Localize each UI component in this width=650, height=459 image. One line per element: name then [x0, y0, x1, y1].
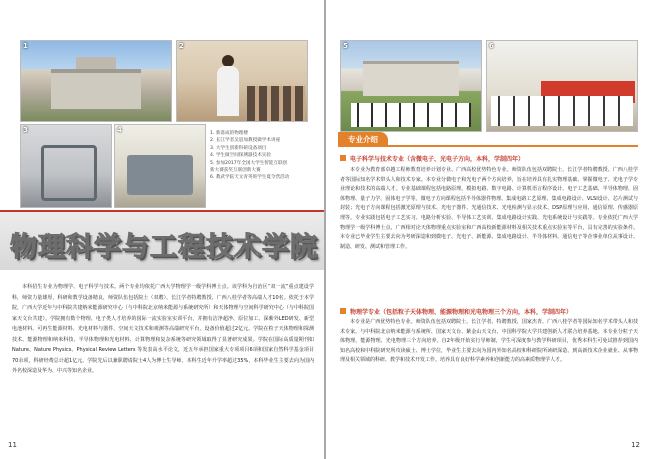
- caption-line: 新大赛获奖互联创新大赛: [210, 168, 261, 174]
- photo-1: [20, 40, 172, 122]
- major-text-physics: 本专业是广西优势特色专业。师资队伍包括双聘院士、长江学者、特聘教授、国家杰青、广西八桂学者等国际知名学术带头人和技术专家。与中科院北京纳米能源与系统所、国家天文台、紫金山天文台、中国科学院大学共建创新人才联合培养基地。本专业分粒子天体物理、能源物理、光电物理三个方向培养。自2年级开始实行导师制，学生可深度参与教学科研项目，优秀本科生可免试推荐到国内知名高校和中科院研究所攻读硕士、博士学位，毕业生主要去向为国内外知名高校和科研院所读研深造、到高新技术企业就业、从事物理及相关领域的科研、教学和技术开发工作。培养具有良好科学素养和创新能力的高素质物理学人才。: [340, 319, 638, 364]
- major-title-electronics: 电子科学与技术专业（含微电子、光电子方向，本科，学制四年）: [350, 156, 525, 163]
- caption-line: 5. 参加2017年全国大学生智能互联创: [210, 160, 288, 166]
- college-intro-text: 本科招生专业为物理学、电子科学与技术。两个专业均依托广西大学物理学一级学科博士点。该学科为自治区“双一流”重点建设学科，师资力量雄厚，科研和教学设备精良，师资队伍包括院士（双聘）、长江学者特聘教授、广西八桂学者等高端人才10名。依托于本学院，广西大学近年与中科院共建纳米能源研究中心（与中科院北京纳米能源与系统研究所）和天体物理与空间科学研究中心（与中科院国家天文台共建）。学院拥有数个物理、电子类人才培养的国际一流实验室实训平台，并拥有洁净超净、原位加工、深紫外LED研发、新型电池材料、可再生能源材料、光电材料与器件、空间天文技术和观测等高端研究平台，设备价值超过2亿元。学院在粒子天体物理和探测技术、能源物理和纳米科技、半导体物理和光电材料、计算物理和复杂系统等研究领域取得了显著研究成果。学院在国际高质量期刊如Nature、Nature Physics、Physical Review Letters 等发表高水平论文，近五年承担国家重大专项项目6项和国家自然科学基金项目70余项，科研经费总计超1亿元。学院先后以兼职聘请院士4人为博士生导师，本科生近年升学率超过35%，本科毕业生主要去向为国内外名校深造及华为、中兴等知名企业。: [12, 284, 314, 374]
- major-title-physics: 物理学专业（包括粒子天体物理、能源物理和光电物理三个方向，本科，学制四年）: [350, 309, 573, 316]
- caption-line: 1. 新落成的物理楼: [210, 131, 249, 136]
- photo-2: [176, 40, 308, 122]
- section-header: [326, 128, 650, 148]
- left-page: [0, 0, 324, 459]
- caption-line: 4. 学生做空间探测器技术实验: [210, 153, 271, 159]
- caption-line: 6. 教武学院天文青英班学生夏令营活动: [210, 175, 290, 181]
- photo-captions: [210, 130, 320, 182]
- photo-number: 4: [117, 126, 122, 134]
- photo-number: 3: [23, 126, 28, 134]
- section-rule: [338, 145, 638, 147]
- section-label: 专业介绍: [338, 132, 388, 147]
- college-title-bar: [0, 210, 324, 270]
- page-number-right: 12: [631, 441, 640, 449]
- right-page: [326, 0, 650, 459]
- photo-number: 5: [343, 42, 348, 50]
- photo-5: [340, 40, 482, 132]
- photo-4: [114, 124, 206, 208]
- photo-3: [20, 124, 112, 208]
- photo-6: [486, 40, 638, 132]
- major-text-electronics: 本专业为教育部卓越工程师教育培养计划专业、广西高校优势特色专业。师资队伍包括双聘院士、长江学者特聘教授、广西八桂学者等国际知名学术带头人和技术专家。本专业分微电子和光电子两个方向培养，旨在培养具有扎实物理基础、掌握微电子、光电子学专业理论和技术的高端人才。专业基础课程包括电路原理、模拟电路、数字电路、计算机语言程序设计、电子工艺基础、半导体物理、固体物理、量子力学、固体电子学等。微电子方向课程包括半导体器件物理、集成电路工艺原理、集成电路设计、VLSI设计、芯片测试与封装；光电子方向课程包括激光原理与技术、光电子器件、光通信技术、光电检测与显示技术、DSP原理与应用、通信原理、传感器原理等。专业实践包括电子工艺实习、电路分析实验、半导体工艺实训、集成电路设计实践、光电系统设计与实践等。专业依托广西大学物理学一级学科博士点、广西相对论天体物理重点实验室和广西高校新能源材料及相关技术重点实验室等平台，具有完善的实验条件。本专业已毕业学生主要去向为考研深造和到微电子、光电子、新能源、集成电路设计、半导体材料、通信电子等企事业单位从事设计、制造、研发、测试和管理工作。: [340, 167, 638, 250]
- page-number-left: 11: [8, 441, 17, 449]
- photo-number: 2: [179, 42, 184, 50]
- photo-number: 1: [23, 42, 28, 50]
- college-title: 物理科学与工程技术学院: [10, 232, 318, 263]
- caption-line: 3. 大学生创新科研设备项目: [210, 145, 267, 151]
- photo-number: 6: [489, 42, 494, 50]
- caption-line: 2. 长江学者吴思加教授做学术讲座: [210, 138, 281, 144]
